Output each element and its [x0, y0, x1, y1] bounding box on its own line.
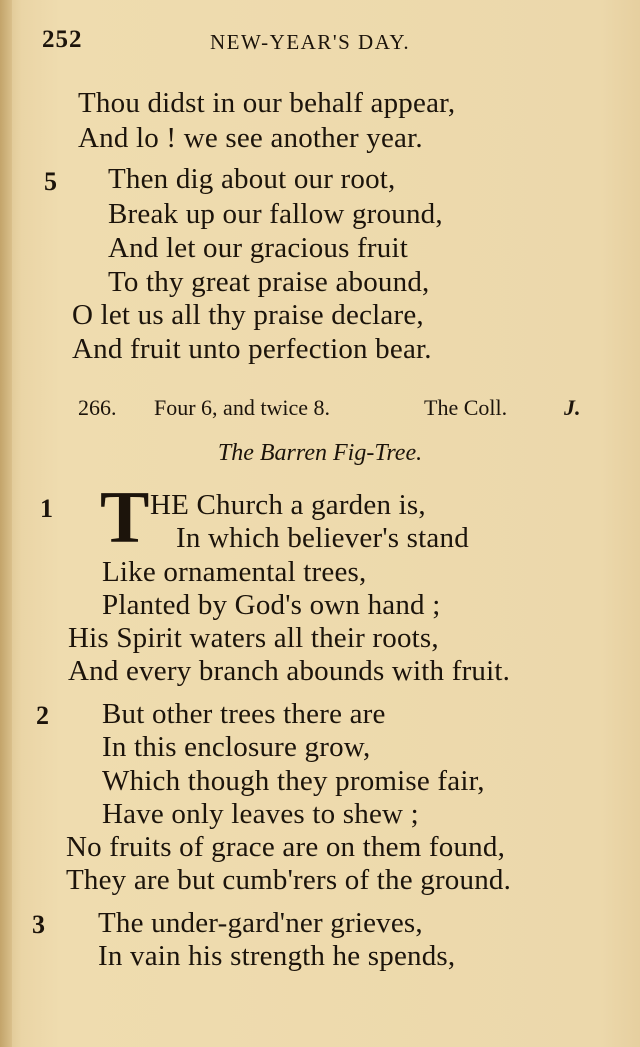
hymn-title: The Barren Fig-Tree. — [217, 440, 423, 466]
verse-line: And let our gracious fruit — [108, 232, 408, 264]
verse-line: But other trees there are — [102, 698, 386, 730]
hymn-source: The Coll. — [424, 395, 508, 420]
verse-line: They are but cumb'rers of the ground. — [66, 864, 512, 896]
verse-line: His Spirit waters all their roots, — [68, 622, 439, 654]
page-number: 252 — [42, 26, 83, 53]
verse-line: Have only leaves to shew ; — [102, 798, 419, 830]
verse-line: Then dig about our root, — [108, 163, 396, 195]
drop-cap: T — [100, 477, 150, 559]
verse-line: O let us all thy praise declare, — [72, 299, 424, 331]
verse-line: In which believer's stand — [176, 522, 469, 554]
verse-line: No fruits of grace are on them found, — [66, 831, 506, 863]
verse-line: Like ornamental trees, — [102, 556, 367, 588]
running-head: NEW-YEAR'S DAY. — [210, 30, 411, 54]
verse-number: 2 — [36, 701, 49, 730]
verse-number: 3 — [32, 910, 45, 939]
verse-number: 5 — [44, 167, 57, 196]
hymn-number: 266. — [78, 395, 117, 420]
hymn-author-initial: J. — [564, 395, 581, 420]
verse-line: And fruit unto perfection bear. — [72, 333, 432, 365]
verse-line: The under-gard'ner grieves, — [98, 907, 423, 939]
verse-line: And every branch abounds with fruit. — [68, 655, 511, 687]
verse-line: Planted by God's own hand ; — [102, 589, 441, 621]
verse-line: In this enclosure grow, — [102, 731, 371, 763]
hymn-meter: Four 6, and twice 8. — [154, 395, 330, 420]
verse-line: Break up our fallow ground, — [108, 198, 443, 230]
verse-number: 1 — [40, 494, 53, 523]
verse-line: Thou didst in our behalf appear, — [78, 87, 456, 119]
verse-line: And lo ! we see another year. — [78, 122, 423, 154]
page-header — [0, 26, 640, 56]
verse-line: In vain his strength he spends, — [98, 940, 456, 972]
page-spine-shadow — [0, 0, 12, 1047]
verse-line: To thy great praise abound, — [108, 266, 430, 298]
verse-line: Which though they promise fair, — [102, 765, 485, 797]
verse-line: HE Church a garden is, — [150, 489, 426, 521]
